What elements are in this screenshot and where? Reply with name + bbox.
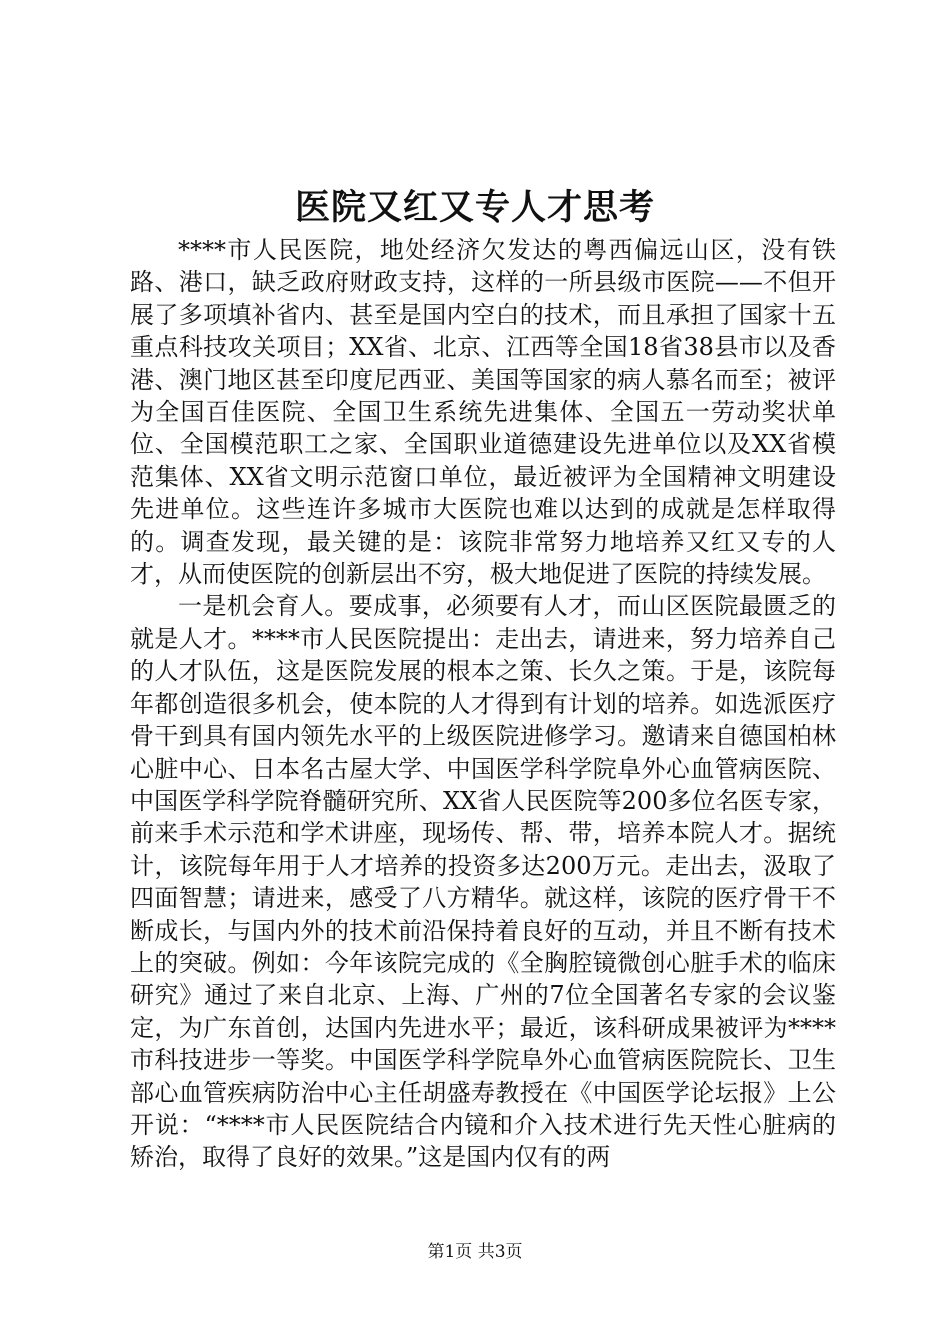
paragraph-intro: ****市人民医院，地处经济欠发达的粤西偏远山区，没有铁路、港口，缺乏政府财政支持，这样的一所县级市医院——不但开展了多项填补省内、甚至是国内空白的技术，而且承担了国家十五重点科技攻关项目；XX省、北京、江西等全国18省38县市以及香港、澳门地区甚至印度尼西亚、美国等国家的病人慕名而至；被评为全国百佳医院、全国卫生系统先进集体、全国五一劳动奖状单位、全国模范职工之家、全国职业道德建设先进单位以及XX省模范集体、XX省文明示范窗口单位，最近被评为全国精神文明建设先进单位。这些连许多城市大医院也难以达到的成就是怎样取得的。调查发现，最关键的是：该院非常努力地培养又红又专的人才，从而使医院的创新层出不穷，极大地促进了医院的持续发展。 bbox=[130, 236, 836, 589]
document-body bbox=[130, 234, 836, 1174]
paragraph-opportunity: 一是机会育人。要成事，必须要有人才，而山区医院最匮乏的就是人才。****市人民医院提出：走出去，请进来，努力培养自己的人才队伍，这是医院发展的根本之策、长久之策。于是，该院每年都创造很多机会，使本院的人才得到有计划的培养。如选派医疗骨干到具有国内领先水平的上级医院进修学习。邀请来自德国柏林心脏中心、日本名古屋大学、中国医学科学院阜外心血管病医院、中国医学科学院脊髓研究所、XX省人民医院等200多位名医专家，前来手术示范和学术讲座，现场传、帮、带，培养本院人才。据统计，该院每年用于人才培养的投资多达200万元。走出去，汲取了四面智慧；请进来，感受了八方精华。就这样，该院的医疗骨干不断成长，与国内外的技术前沿保持着良好的互动，并且不断有技术上的突破。例如：今年该院完成的《全胸腔镜微创心脏手术的临床研究》通过了来自北京、上海、广州的7位全国著名专家的会议鉴定，为广东首创，达国内先进水平；最近，该科研成果被评为****市科技进步一等奖。中国医学科学院阜外心血管病医院院长、卫生部心血管疾病防治中心主任胡盛寿教授在《中国医学论坛报》上公开说：“****市人民医院结合内镜和介入技术进行先天性心脏病的矫治，取得了良好的效果。”这是国内仅有的两 bbox=[130, 592, 836, 1172]
document-title: 医院又红又专人才思考 bbox=[294, 187, 655, 228]
page-number-footer: 第1页 共3页 bbox=[427, 1242, 523, 1262]
